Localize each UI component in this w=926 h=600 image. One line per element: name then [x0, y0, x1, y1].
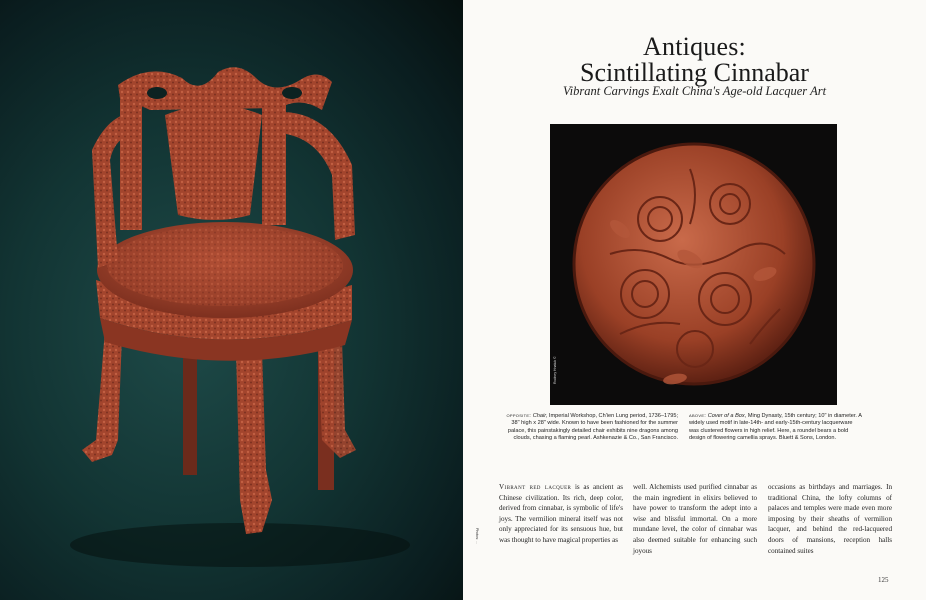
article-page — [463, 0, 926, 600]
page-number: 125 — [878, 576, 889, 584]
body-lead: Vibrant red lacquer — [499, 483, 572, 491]
caption-lead: opposite: — [506, 413, 532, 419]
caption-text: Imperial Workshop, Ch'ien Lung period, 1736–1795; 38" high x 28" wide. Known to have been fashioned for the summer palace, this painstakingly detailed chair exhibits nine dragons among clouds, chasing a flaming pearl. Ashkenazie & Co., San Francisco. — [507, 413, 678, 442]
caption-italic: Cover of a Box, — [707, 413, 747, 419]
body-column-3: occasions as birthdays and marriages. In traditional China, the lofty columns of palaces and temples were made even more imposing by their sheaths of vermilion lacquer, and behind the red-lacquered doors of mansions, reception halls contained suites — [768, 483, 892, 555]
body-column-1 — [499, 482, 623, 546]
title-line-2: Scintillating Cinnabar — [580, 58, 809, 87]
caption-box — [689, 413, 864, 443]
caption-chair — [498, 413, 678, 443]
caption-italic: Chair, — [532, 413, 548, 419]
subtitle: Vibrant Carvings Exalt China's Age-old Lacquer Art — [562, 84, 827, 98]
caption-text: Ming Dynasty, 15th century; 10" in diameter. A widely used motif in late-14th- and early-15th-century lacquerware was clustered flowers in high relief. Here, a roundel bears a bold design of flowering camellia sprays. Bluett & Sons, London. — [689, 413, 862, 442]
lacquer-roundel-illustration — [550, 124, 837, 405]
caption-lead: above: — [689, 413, 707, 419]
gutter-credit: Photos: ... — [475, 528, 479, 545]
photo-credit: Rodney Hnatuk © — [553, 356, 557, 384]
body-text-1: is as ancient as Chinese civilization. Its rich, deep color, derived from cinnabar, is symbolic of life's joys. The vermilion mineral itself was not only appreciated for its sensuous hue, but was thought to have magical properties as — [499, 483, 624, 544]
box-cover-photo — [550, 124, 837, 405]
title-line-1: Antiques: — [643, 32, 746, 61]
body-column-2: well. Alchemists used purified cinnabar as the main ingredient in elixirs believed to have power to transform the adept into a wise and blissful immortal. On a more mundane level, the color of cinnabar was also deemed suitable for enhancing such joyous — [633, 483, 757, 555]
